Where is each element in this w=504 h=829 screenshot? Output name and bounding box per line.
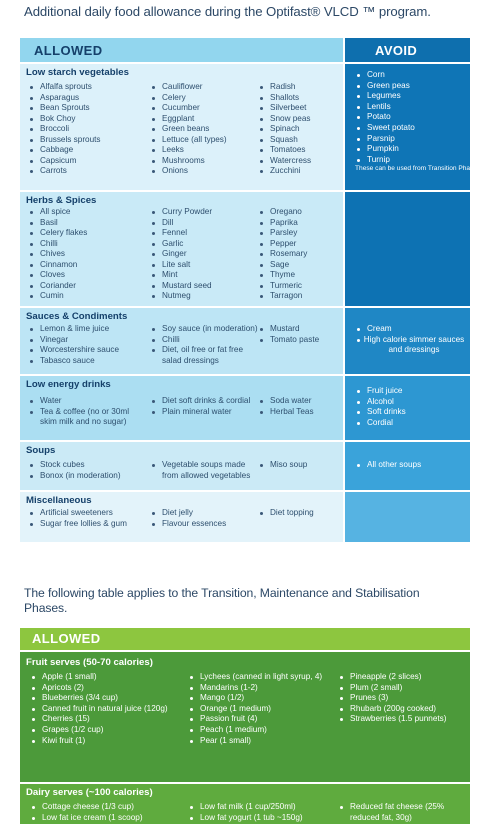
page-title: Additional daily food allowance during the Optifast® VLCD ™ program. (24, 4, 431, 19)
list-item: Cherries (15) (30, 714, 168, 725)
allowed-column (258, 396, 314, 417)
list-item: Shallots (258, 93, 311, 104)
list-item: Asparagus (28, 93, 101, 104)
list-item: Brussels sprouts (28, 135, 101, 146)
list-item: Sugar free lollies & gum (28, 519, 127, 530)
list-item: Mandarins (1-2) (188, 683, 322, 694)
avoid-note: These can be used from Transition Phase onwards (355, 165, 504, 173)
list-item: Bean Sprouts (28, 103, 101, 114)
list-item: Carrots (28, 166, 101, 177)
dairy-column (338, 802, 466, 823)
list-item: Tarragon (258, 291, 307, 302)
list-item: Lite salt (150, 260, 212, 271)
list-item: Lemon & lime juice (28, 324, 119, 335)
list-item: Celery flakes (28, 228, 87, 239)
list-item: Lychees (canned in light syrup, 4) (188, 672, 322, 683)
list-item: Cumin (28, 291, 87, 302)
section-avoid-cell (345, 376, 470, 440)
dairy-column (30, 802, 143, 823)
avoid-item: Legumes (355, 91, 465, 102)
avoid-item: High calorie simmer sauces and dressings (355, 335, 467, 356)
list-item: Diet jelly (150, 508, 226, 519)
group-title: Fruit serves (50-70 calories) (26, 657, 153, 668)
list-item: Mango (1/2) (188, 693, 322, 704)
list-item: Zucchini (258, 166, 311, 177)
list-item: Plum (2 small) (338, 683, 446, 694)
list-item: Cucumber (150, 103, 227, 114)
list-item: Leeks (150, 145, 227, 156)
section-herbs-spices (20, 192, 470, 306)
list-item: Orange (1 medium) (188, 704, 322, 715)
green-allowed-header (20, 628, 470, 650)
list-item: All spice (28, 207, 87, 218)
allowed-header (20, 38, 343, 62)
allowed-column (258, 82, 311, 177)
section-title: Low starch vegetables (26, 67, 129, 78)
list-item: Flavour essences (150, 519, 226, 530)
list-item: Low fat yogurt (1 tub ~150g) (188, 813, 303, 824)
transition-subtitle: The following table applies to the Transition, Maintenance and Stabilisation Phases. (24, 586, 420, 615)
fruit-column (338, 672, 446, 725)
list-item: Broccoli (28, 124, 101, 135)
avoid-item: Lentils (355, 102, 465, 113)
section-allowed-cell (20, 192, 343, 306)
list-item: Rosemary (258, 249, 307, 260)
list-item: Diet topping (258, 508, 314, 519)
list-item: Curry Powder (150, 207, 212, 218)
allowed-column (258, 508, 314, 519)
allowed-column (258, 207, 307, 302)
list-item: Passion fruit (4) (188, 714, 322, 725)
allowed-column (28, 508, 127, 529)
list-item: Chives (28, 249, 87, 260)
avoid-list (355, 460, 465, 471)
list-item: Chilli (28, 239, 87, 250)
section-sauces-condiments (20, 308, 470, 374)
green-allowed-label: ALLOWED (32, 631, 101, 646)
allowed-column (28, 396, 146, 428)
list-item: Soda water (258, 396, 314, 407)
avoid-list (355, 324, 467, 356)
list-item: Bonox (in moderation) (28, 471, 121, 482)
dairy-column (188, 802, 303, 823)
avoid-item: Sweet potato (355, 123, 465, 134)
list-item: Apricots (2) (30, 683, 168, 694)
list-item: Coriander (28, 281, 87, 292)
vlcd-allowance-table (20, 38, 504, 542)
list-item: Cabbage (28, 145, 101, 156)
list-item: Squash (258, 135, 311, 146)
list-item: Mint (150, 270, 212, 281)
avoid-item: Soft drinks (355, 407, 465, 418)
list-item: Radish (258, 82, 311, 93)
allowed-column (28, 207, 87, 302)
list-item: Eggplant (150, 114, 227, 125)
section-avoid-cell (345, 442, 470, 490)
list-item: Plain mineral water (150, 407, 250, 418)
avoid-item: Corn (355, 70, 465, 81)
section-allowed-cell (20, 492, 343, 542)
list-item: Bok Choy (28, 114, 101, 125)
allowed-column (28, 82, 101, 177)
list-item: Low fat milk (1 cup/250ml) (188, 802, 303, 813)
list-item: Alfalfa sprouts (28, 82, 101, 93)
allowed-column (150, 460, 258, 481)
list-item: Apple (1 small) (30, 672, 168, 683)
list-item: Diet, oil free or fat free salad dressings (150, 345, 258, 366)
list-item: Dill (150, 218, 212, 229)
allowed-column (258, 460, 307, 471)
avoid-list (355, 386, 465, 428)
dairy-serves-group (20, 784, 470, 824)
section-title: Miscellaneous (26, 495, 92, 506)
list-item: Cinnamon (28, 260, 87, 271)
list-item: Worcestershire sauce (28, 345, 119, 356)
list-item: Reduced fat cheese (25% reduced fat, 30g) (338, 802, 466, 823)
section-allowed-cell (20, 442, 343, 490)
allowed-column (150, 207, 212, 302)
list-item: Vinegar (28, 335, 119, 346)
section-low-energy-drinks (20, 376, 470, 440)
list-item: Nutmeg (150, 291, 212, 302)
fruit-column (188, 672, 322, 746)
list-item: Sage (258, 260, 307, 271)
list-item: Lettuce (all types) (150, 135, 227, 146)
list-item: Spinach (258, 124, 311, 135)
list-item: Mustard seed (150, 281, 212, 292)
allowed-column (150, 82, 227, 177)
list-item: Miso soup (258, 460, 307, 471)
section-avoid-cell (345, 492, 470, 542)
avoid-item: Pumpkin (355, 144, 465, 155)
transition-allowance-table (20, 628, 470, 824)
list-item: Pear (1 small) (188, 736, 322, 747)
fruit-serves-group (20, 652, 470, 782)
list-item: Cauliflower (150, 82, 227, 93)
list-item: Ginger (150, 249, 212, 260)
section-title: Sauces & Condiments (26, 311, 128, 322)
allowed-column (150, 324, 258, 366)
avoid-header-label: AVOID (375, 43, 418, 58)
list-item: Chilli (150, 335, 258, 346)
list-item: Diet soft drinks & cordial (150, 396, 250, 407)
list-item: Stock cubes (28, 460, 121, 471)
allowed-column (150, 508, 226, 529)
list-item: Low fat ice cream (1 scoop) (30, 813, 143, 824)
list-item: Snow peas (258, 114, 311, 125)
list-item: Herbal Teas (258, 407, 314, 418)
list-item: Celery (150, 93, 227, 104)
list-item: Thyme (258, 270, 307, 281)
avoid-item: Parsnip (355, 134, 465, 145)
list-item: Tomato paste (258, 335, 319, 346)
list-item: Capsicum (28, 156, 101, 167)
section-low-starch-vegetables (20, 64, 504, 190)
avoid-item: Fruit juice (355, 386, 465, 397)
section-avoid-cell (345, 64, 504, 190)
list-item: Kiwi fruit (1) (30, 736, 168, 747)
list-item: Basil (28, 218, 87, 229)
section-title: Herbs & Spices (26, 195, 97, 206)
avoid-item: Alcohol (355, 397, 465, 408)
list-item: Parsley (258, 228, 307, 239)
avoid-item: Potato (355, 112, 465, 123)
list-item: Mustard (258, 324, 319, 335)
allowed-header-label: ALLOWED (34, 43, 103, 58)
list-item: Artificial sweeteners (28, 508, 127, 519)
list-item: Water (28, 396, 146, 407)
list-item: Silverbeet (258, 103, 311, 114)
section-allowed-cell (20, 376, 343, 440)
section-soups (20, 442, 470, 490)
section-avoid-cell (345, 308, 470, 374)
list-item: Soy sauce (in moderation) (150, 324, 258, 335)
section-allowed-cell (20, 308, 343, 374)
list-item: Blueberries (3/4 cup) (30, 693, 168, 704)
list-item: Fennel (150, 228, 212, 239)
list-item: Rhubarb (200g cooked) (338, 704, 446, 715)
section-title: Soups (26, 445, 56, 456)
avoid-list (355, 70, 504, 173)
allowed-column (28, 460, 121, 481)
fruit-column (30, 672, 168, 746)
list-item: Strawberries (1.5 punnets) (338, 714, 446, 725)
allowed-column (28, 324, 119, 366)
section-miscellaneous (20, 492, 470, 542)
section-title: Low energy drinks (26, 379, 111, 390)
list-item: Prunes (3) (338, 693, 446, 704)
section-avoid-cell (345, 192, 470, 306)
list-item: Grapes (1/2 cup) (30, 725, 168, 736)
list-item: Pepper (258, 239, 307, 250)
list-item: Garlic (150, 239, 212, 250)
list-item: Mushrooms (150, 156, 227, 167)
list-item: Cloves (28, 270, 87, 281)
list-item: Tomatoes (258, 145, 311, 156)
list-item: Tea & coffee (no or 30ml skim milk and no sugar) (28, 407, 146, 428)
list-item: Pineapple (2 slices) (338, 672, 446, 683)
list-item: Canned fruit in natural juice (120g) (30, 704, 168, 715)
list-item: Oregano (258, 207, 307, 218)
allowed-column (258, 324, 319, 345)
list-item: Tabasco sauce (28, 356, 119, 367)
allowed-column (150, 396, 250, 417)
avoid-header (345, 38, 470, 62)
avoid-item: Cream (355, 324, 467, 335)
avoid-item: Turnip (355, 155, 465, 166)
list-item: Watercress (258, 156, 311, 167)
list-item: Onions (150, 166, 227, 177)
avoid-item: All other soups (355, 460, 465, 471)
list-item: Cottage cheese (1/3 cup) (30, 802, 143, 813)
avoid-item: Cordial (355, 418, 465, 429)
list-item: Vegetable soups made from allowed vegetables (150, 460, 258, 481)
list-item: Paprika (258, 218, 307, 229)
avoid-item: Green peas (355, 81, 465, 92)
section-allowed-cell (20, 64, 343, 190)
list-item: Turmeric (258, 281, 307, 292)
list-item: Green beans (150, 124, 227, 135)
list-item: Peach (1 medium) (188, 725, 322, 736)
group-title: Dairy serves (~100 calories) (26, 787, 153, 798)
